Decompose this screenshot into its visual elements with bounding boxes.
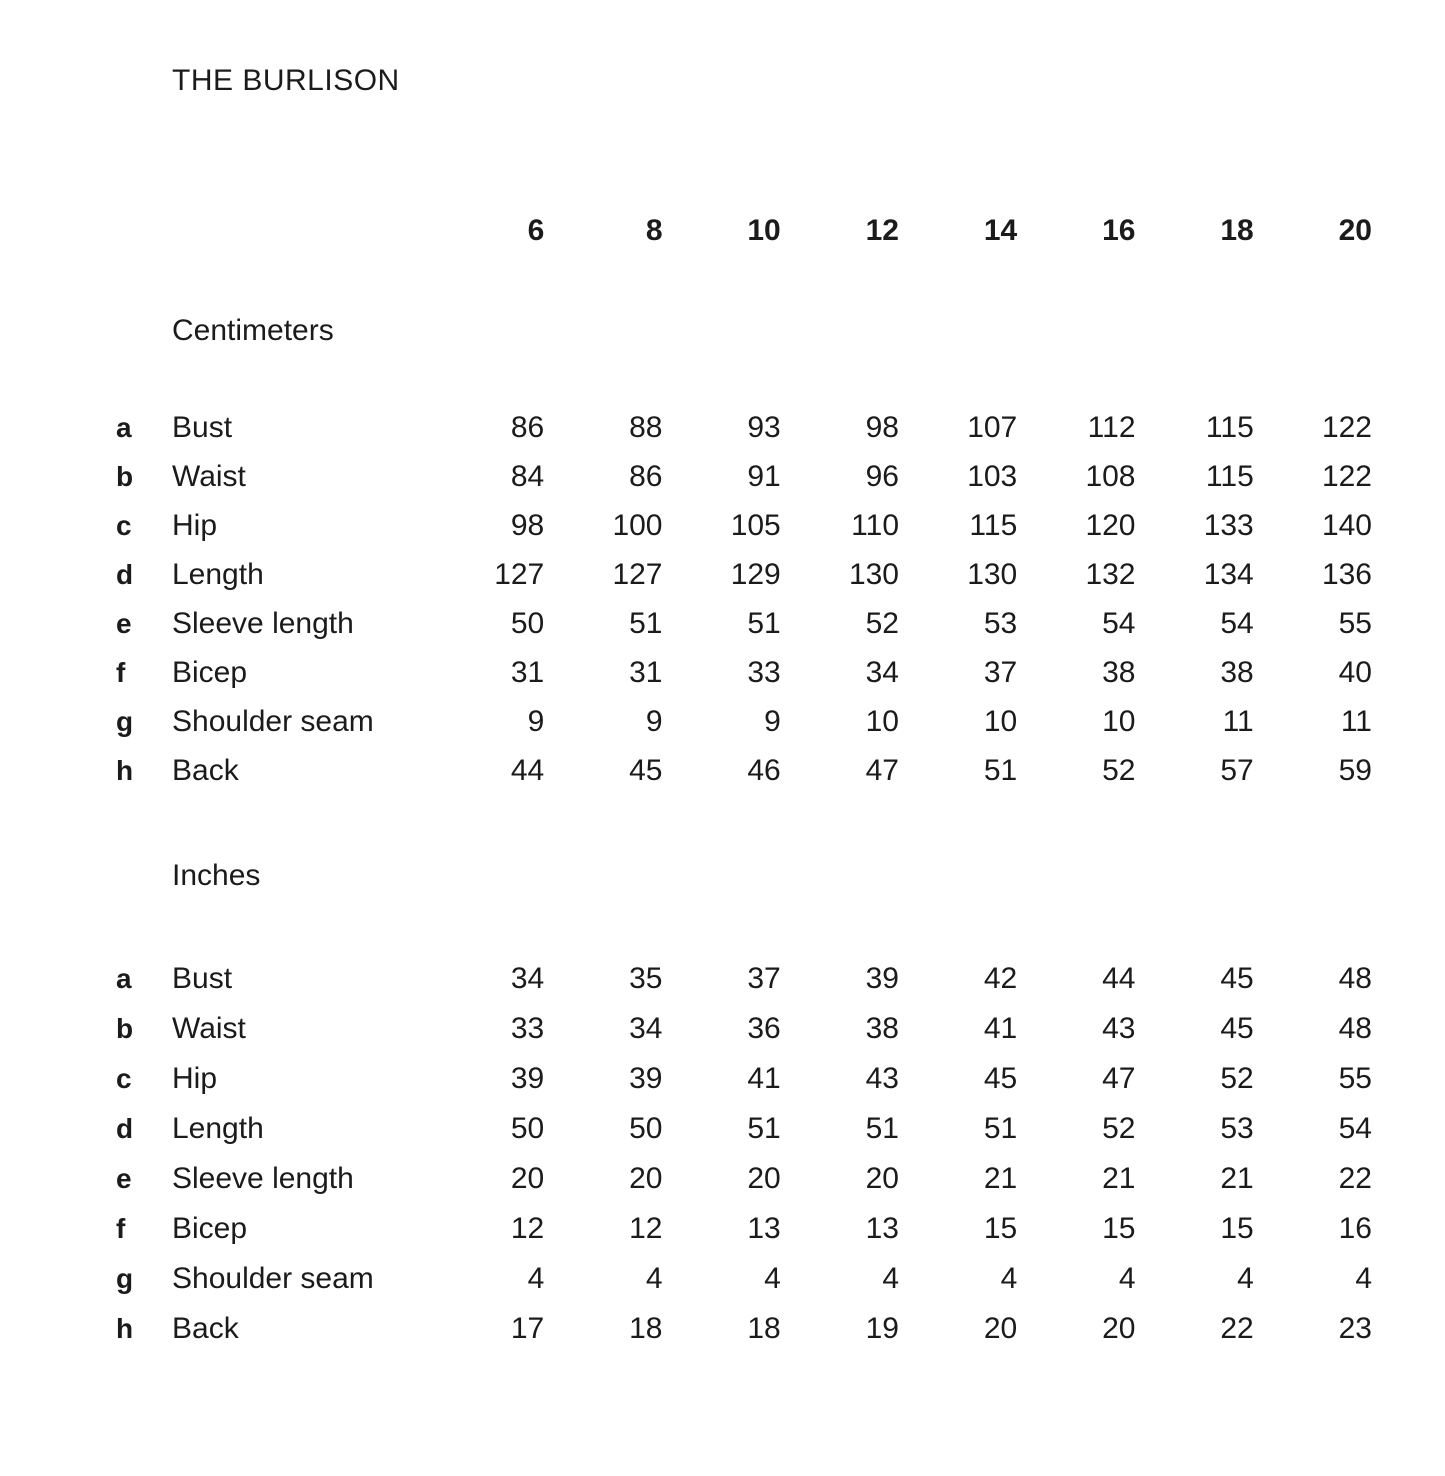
row-value: 4	[1118, 1262, 1136, 1295]
row-letter: b	[116, 1013, 134, 1044]
row-label: Length	[172, 557, 264, 591]
size-column-header: 6	[527, 214, 545, 247]
row-value: 20	[865, 1162, 899, 1195]
row-label: Waist	[172, 1012, 246, 1045]
row-value: 53	[1220, 1112, 1254, 1145]
row-value: 9	[527, 704, 545, 738]
row-label: Back	[172, 753, 239, 787]
row-value: 4	[1000, 1262, 1018, 1295]
row-value: 52	[1102, 1112, 1136, 1145]
row-value: 22	[1220, 1312, 1254, 1345]
row-value: 51	[865, 1112, 899, 1145]
row-value: 50	[629, 1112, 663, 1145]
table-row	[0, 1004, 1445, 1054]
row-letter: h	[116, 1313, 134, 1344]
row-value: 33	[747, 655, 781, 689]
section-heading-cm: Centimeters	[172, 314, 334, 347]
row-letter: a	[116, 963, 132, 994]
section-rows-cm	[0, 403, 1445, 795]
row-letter: g	[116, 1263, 134, 1294]
row-value: 16	[1338, 1212, 1372, 1245]
row-label: Bust	[172, 410, 233, 444]
row-letter: e	[116, 607, 132, 639]
row-value: 42	[983, 962, 1018, 995]
row-value: 48	[1338, 1012, 1372, 1045]
row-letter: d	[116, 558, 134, 590]
row-value: 4	[882, 1262, 899, 1295]
row-value: 105	[730, 508, 781, 542]
row-value: 98	[865, 410, 899, 444]
row-value: 10	[1102, 704, 1136, 738]
row-value: 21	[983, 1162, 1018, 1195]
row-letter: g	[116, 705, 134, 737]
row-value: 41	[983, 1012, 1018, 1045]
table-row	[0, 599, 1445, 648]
row-value: 88	[629, 410, 663, 444]
row-label: Bust	[172, 962, 233, 995]
row-letter: e	[116, 1163, 132, 1194]
row-value: 45	[629, 753, 663, 787]
row-value: 107	[967, 410, 1018, 444]
size-column-header: 12	[865, 214, 899, 247]
row-value: 130	[848, 557, 899, 591]
row-value: 36	[747, 1012, 781, 1045]
row-value: 9	[645, 704, 663, 738]
row-value: 34	[865, 655, 899, 689]
row-value: 34	[629, 1012, 663, 1045]
row-label: Hip	[172, 508, 218, 542]
row-label: Sleeve length	[172, 1162, 354, 1195]
row-letter: f	[116, 1213, 126, 1244]
row-value: 31	[510, 655, 545, 689]
row-value: 10	[865, 704, 899, 738]
row-value: 120	[1085, 508, 1136, 542]
page-title: THE BURLISON	[172, 64, 400, 97]
table-row	[0, 1154, 1445, 1204]
row-value: 127	[612, 557, 663, 591]
row-value: 91	[747, 459, 781, 493]
row-value: 43	[1102, 1012, 1136, 1045]
size-column-header: 16	[1102, 214, 1136, 247]
row-value: 17	[510, 1312, 545, 1345]
row-value: 15	[983, 1212, 1018, 1245]
row-label: Shoulder seam	[172, 1262, 374, 1295]
row-letter: h	[116, 754, 134, 786]
row-value: 4	[764, 1262, 781, 1295]
row-value: 47	[865, 753, 899, 787]
section-heading-inch: Inches	[172, 859, 261, 892]
table-row	[0, 1304, 1445, 1354]
row-value: 45	[1220, 962, 1254, 995]
row-label: Hip	[172, 1062, 218, 1095]
row-value: 132	[1085, 557, 1136, 591]
row-value: 50	[510, 1112, 545, 1145]
row-value: 136	[1321, 557, 1372, 591]
row-letter: c	[116, 509, 132, 541]
row-value: 55	[1338, 606, 1372, 640]
row-letter: b	[116, 460, 134, 492]
row-value: 11	[1222, 704, 1254, 738]
row-value: 20	[983, 1312, 1018, 1345]
row-value: 20	[747, 1162, 781, 1195]
table-row	[0, 1104, 1445, 1154]
row-value: 13	[865, 1212, 899, 1245]
row-value: 51	[747, 1112, 781, 1145]
size-table-sections	[0, 307, 1445, 1354]
row-value: 40	[1338, 655, 1372, 689]
row-value: 54	[1102, 606, 1136, 640]
row-value: 51	[983, 1112, 1018, 1145]
row-value: 86	[629, 459, 663, 493]
row-value: 44	[1102, 962, 1136, 995]
row-value: 115	[1205, 410, 1254, 444]
row-value: 18	[747, 1312, 781, 1345]
row-value: 54	[1220, 606, 1254, 640]
row-value: 23	[1338, 1312, 1372, 1345]
row-value: 43	[865, 1062, 899, 1095]
row-value: 57	[1220, 753, 1254, 787]
table-row	[0, 697, 1445, 746]
row-value: 4	[1355, 1262, 1372, 1295]
row-value: 140	[1321, 508, 1372, 542]
row-value: 103	[967, 459, 1018, 493]
row-value: 55	[1338, 1062, 1372, 1095]
row-value: 96	[865, 459, 899, 493]
row-value: 53	[983, 606, 1018, 640]
row-value: 127	[494, 557, 545, 591]
row-value: 37	[983, 655, 1018, 689]
row-label: Length	[172, 1112, 264, 1145]
size-column-header: 14	[983, 214, 1018, 247]
row-letter: a	[116, 411, 132, 443]
row-value: 45	[983, 1062, 1018, 1095]
row-value: 4	[1237, 1262, 1254, 1295]
row-value: 134	[1203, 557, 1254, 591]
row-value: 21	[1220, 1162, 1254, 1195]
row-value: 38	[865, 1012, 899, 1045]
row-value: 13	[747, 1212, 781, 1245]
row-value: 41	[747, 1062, 781, 1095]
row-value: 108	[1085, 459, 1136, 493]
row-value: 115	[969, 508, 1018, 542]
row-value: 15	[1102, 1212, 1136, 1245]
row-value: 129	[730, 557, 781, 591]
row-value: 122	[1321, 459, 1372, 493]
size-chart-sheet	[0, 63, 1445, 1476]
row-letter: d	[116, 1113, 134, 1144]
table-row	[0, 1054, 1445, 1104]
row-value: 35	[629, 962, 663, 995]
row-value: 52	[1102, 753, 1136, 787]
table-row	[0, 452, 1445, 501]
row-value: 44	[510, 753, 545, 787]
row-value: 33	[510, 1012, 545, 1045]
row-value: 18	[629, 1312, 663, 1345]
row-value: 21	[1102, 1162, 1136, 1195]
row-value: 39	[629, 1062, 663, 1095]
row-value: 100	[612, 508, 663, 542]
row-value: 12	[629, 1212, 663, 1245]
table-row	[0, 1254, 1445, 1304]
row-label: Shoulder seam	[172, 704, 374, 738]
row-value: 86	[510, 410, 545, 444]
row-value: 52	[865, 606, 899, 640]
row-value: 12	[510, 1212, 545, 1245]
row-label: Back	[172, 1312, 239, 1345]
row-value: 9	[764, 704, 781, 738]
row-value: 47	[1102, 1062, 1136, 1095]
row-value: 54	[1338, 1112, 1372, 1145]
row-value: 98	[510, 508, 545, 542]
row-value: 20	[629, 1162, 663, 1195]
table-row	[0, 746, 1445, 795]
row-value: 20	[510, 1162, 545, 1195]
size-column-header: 10	[747, 214, 781, 247]
size-column-header: 8	[645, 214, 663, 247]
row-value: 112	[1087, 410, 1136, 444]
row-value: 15	[1220, 1212, 1254, 1245]
table-row	[0, 648, 1445, 697]
row-value: 50	[510, 606, 545, 640]
row-value: 122	[1321, 410, 1372, 444]
row-value: 37	[747, 962, 781, 995]
size-header-row	[0, 207, 1445, 255]
table-row	[0, 403, 1445, 452]
row-value: 59	[1338, 753, 1372, 787]
row-value: 130	[967, 557, 1018, 591]
row-value: 115	[1205, 459, 1254, 493]
row-value: 22	[1338, 1162, 1372, 1195]
row-label: Bicep	[172, 655, 248, 689]
table-row	[0, 501, 1445, 550]
row-label: Bicep	[172, 1212, 248, 1245]
row-value: 39	[510, 1062, 545, 1095]
row-value: 48	[1338, 962, 1372, 995]
row-value: 52	[1220, 1062, 1254, 1095]
row-value: 4	[645, 1262, 663, 1295]
row-value: 11	[1340, 704, 1372, 738]
row-value: 51	[747, 606, 781, 640]
row-value: 31	[629, 655, 663, 689]
row-value: 45	[1220, 1012, 1254, 1045]
row-value: 4	[527, 1262, 545, 1295]
row-value: 133	[1203, 508, 1254, 542]
row-value: 19	[865, 1312, 899, 1345]
row-label: Sleeve length	[172, 606, 354, 640]
row-label: Waist	[172, 459, 246, 493]
row-value: 51	[629, 606, 663, 640]
table-row	[0, 1204, 1445, 1254]
row-value: 10	[983, 704, 1018, 738]
row-letter: f	[116, 656, 126, 688]
row-value: 84	[510, 459, 545, 493]
row-value: 110	[851, 508, 899, 542]
size-column-header: 18	[1220, 214, 1254, 247]
row-letter: c	[116, 1063, 132, 1094]
row-value: 20	[1102, 1312, 1136, 1345]
size-column-header: 20	[1338, 214, 1372, 247]
row-value: 93	[747, 410, 781, 444]
table-row	[0, 550, 1445, 599]
row-value: 51	[983, 753, 1018, 787]
row-value: 46	[747, 753, 781, 787]
row-value: 39	[865, 962, 899, 995]
row-value: 38	[1220, 655, 1254, 689]
table-row	[0, 954, 1445, 1004]
row-value: 38	[1102, 655, 1136, 689]
section-rows-inch	[0, 954, 1445, 1354]
row-value: 34	[510, 962, 545, 995]
